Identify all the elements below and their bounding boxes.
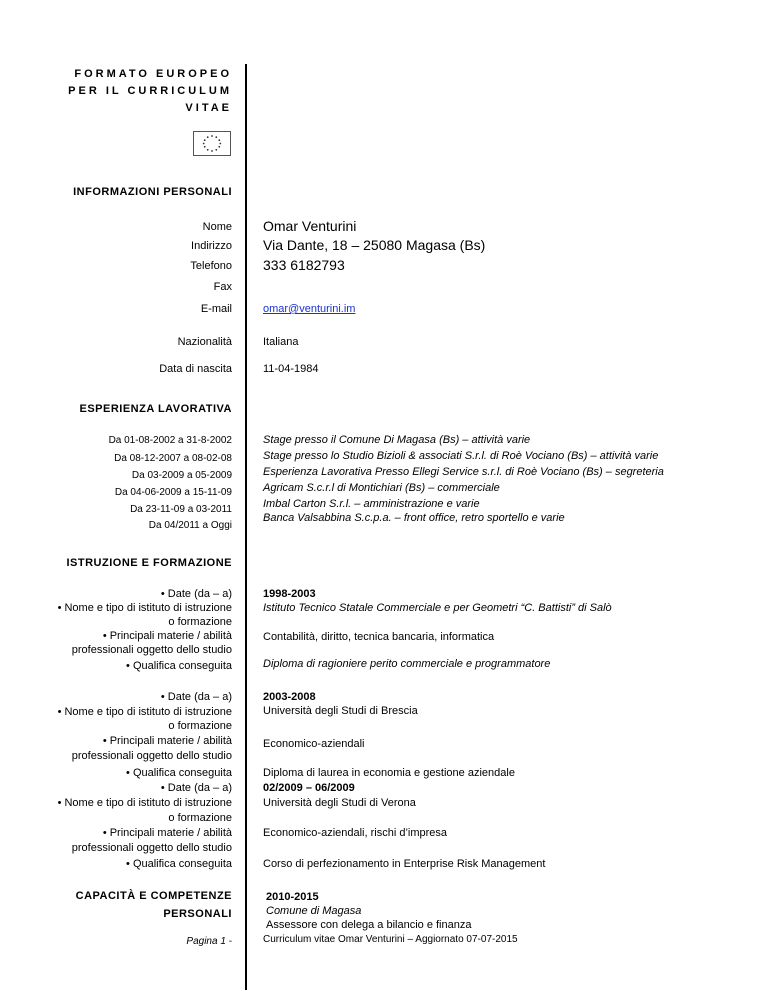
section-title-personal: INFORMAZIONI PERSONALI [73,186,232,198]
value-name: Omar Venturini [263,218,357,234]
edu3-date: 02/2009 – 06/2009 [263,782,355,794]
work-period-4: Da 04-06-2009 a 15-11-09 [114,487,232,498]
work-desc-5: Imbal Carton S.r.l. – amministrazione e varie [263,498,480,510]
section-title-education: ISTRUZIONE E FORMAZIONE [66,557,232,569]
edu2-label-institute-1: • Nome e tipo di istituto di istruzione [57,706,232,718]
value-birthdate: 11-04-1984 [263,363,319,375]
edu1-label-qualification: • Qualifica conseguita [126,660,232,672]
edu1-qualification: Diploma di ragioniere perito commerciale e programmatore [263,658,551,670]
edu3-qualification: Corso di perfezionamento in Enterprise Risk Management [263,858,546,870]
edu1-date: 1998-2003 [263,588,316,600]
title-line-2: PER IL CURRICULUM [68,85,232,97]
edu2-label-date: • Date (da – a) [160,691,232,703]
label-birthdate: Data di nascita [159,363,232,375]
edu2-label-institute-2: o formazione [168,720,232,732]
email-link[interactable]: omar@venturini.im [263,303,356,315]
edu3-label-subjects-2: professionali oggetto dello studio [71,842,232,854]
edu3-label-institute-2: o formazione [168,812,232,824]
edu1-institute: Istituto Tecnico Statale Commerciale e per Geometri “C. Battisti” di Salò [263,602,612,614]
edu3-label-subjects-1: • Principali materie / abilità [102,827,232,839]
edu1-subjects: Contabilità, diritto, tecnica bancaria, informatica [263,631,495,643]
footer-note: Curriculum vitae Omar Venturini – Aggiornato 07-07-2015 [263,934,518,945]
work-desc-4: Agricam S.c.r.l di Montichiari (Bs) – commerciale [263,482,500,494]
document-title [68,66,232,117]
skills-period: 2010-2015 [266,891,319,903]
edu3-label-qualification: • Qualifica conseguita [126,858,232,870]
label-email: E-mail [200,303,232,315]
edu2-qualification: Diploma di laurea in economia e gestione aziendale [263,767,515,779]
work-desc-6: Banca Valsabbina S.c.p.a. – front office, retro sportello e varie [263,512,565,524]
section-title-work: ESPERIENZA LAVORATIVA [79,403,232,415]
work-period-1: Da 01-08-2002 a 31-8-2002 [108,435,232,446]
edu1-label-subjects-2: professionali oggetto dello studio [71,644,232,656]
edu3-label-institute-1: • Nome e tipo di istituto di istruzione [57,797,232,809]
edu1-label-subjects-1: • Principali materie / abilità [102,630,232,642]
value-nationality: Italiana [263,336,299,348]
work-period-6: Da 04/2011 a Oggi [148,520,232,531]
label-fax: Fax [213,281,232,293]
work-desc-1: Stage presso il Comune Di Magasa (Bs) – attività varie [263,434,531,446]
work-period-3: Da 03-2009 a 05-2009 [131,470,232,481]
edu1-label-institute-1: • Nome e tipo di istituto di istruzione [57,602,232,614]
eu-flag-icon [193,131,231,156]
section-title-skills-1: CAPACITÀ E COMPETENZE [75,890,232,902]
value-address: Via Dante, 18 – 25080 Magasa (Bs) [263,237,486,253]
edu2-institute: Università degli Studi di Brescia [263,705,418,717]
label-phone: Telefono [190,260,232,272]
title-line-3: VITAE [185,102,232,114]
work-desc-3: Esperienza Lavorativa Presso Ellegi Service s.r.l. di Roè Vociano (Bs) – segreteria [263,466,664,478]
work-period-2: Da 08-12-2007 a 08-02-08 [114,453,232,464]
label-name: Nome [202,221,232,233]
edu1-label-institute-2: o formazione [168,616,232,628]
edu2-date: 2003-2008 [263,691,316,703]
edu2-subjects: Economico-aziendali [263,738,365,750]
footer-page: Pagina 1 - [186,936,232,947]
edu3-institute: Università degli Studi di Verona [263,797,416,809]
title-line-1: FORMATO EUROPEO [74,68,232,80]
label-nationality: Nazionalità [177,336,232,348]
skills-role: Assessore con delega a bilancio e finanza [266,919,472,931]
skills-org: Comune di Magasa [266,905,362,917]
edu3-subjects: Economico-aziendali, rischi d’impresa [263,827,448,839]
edu2-label-subjects-1: • Principali materie / abilità [102,735,232,747]
section-title-skills-2: PERSONALI [163,908,232,920]
work-period-5: Da 23-11-09 a 03-2011 [130,504,232,515]
edu3-label-date: • Date (da – a) [160,782,232,794]
edu1-label-date: • Date (da – a) [160,588,232,600]
work-desc-2: Stage presso lo Studio Bizioli & associati S.r.l. di Roè Vociano (Bs) – attività varie [263,450,659,462]
value-phone: 333 6182793 [263,257,345,273]
label-address: Indirizzo [191,240,232,252]
edu2-label-qualification: • Qualifica conseguita [126,767,232,779]
edu2-label-subjects-2: professionali oggetto dello studio [71,750,232,762]
column-divider [245,64,247,990]
